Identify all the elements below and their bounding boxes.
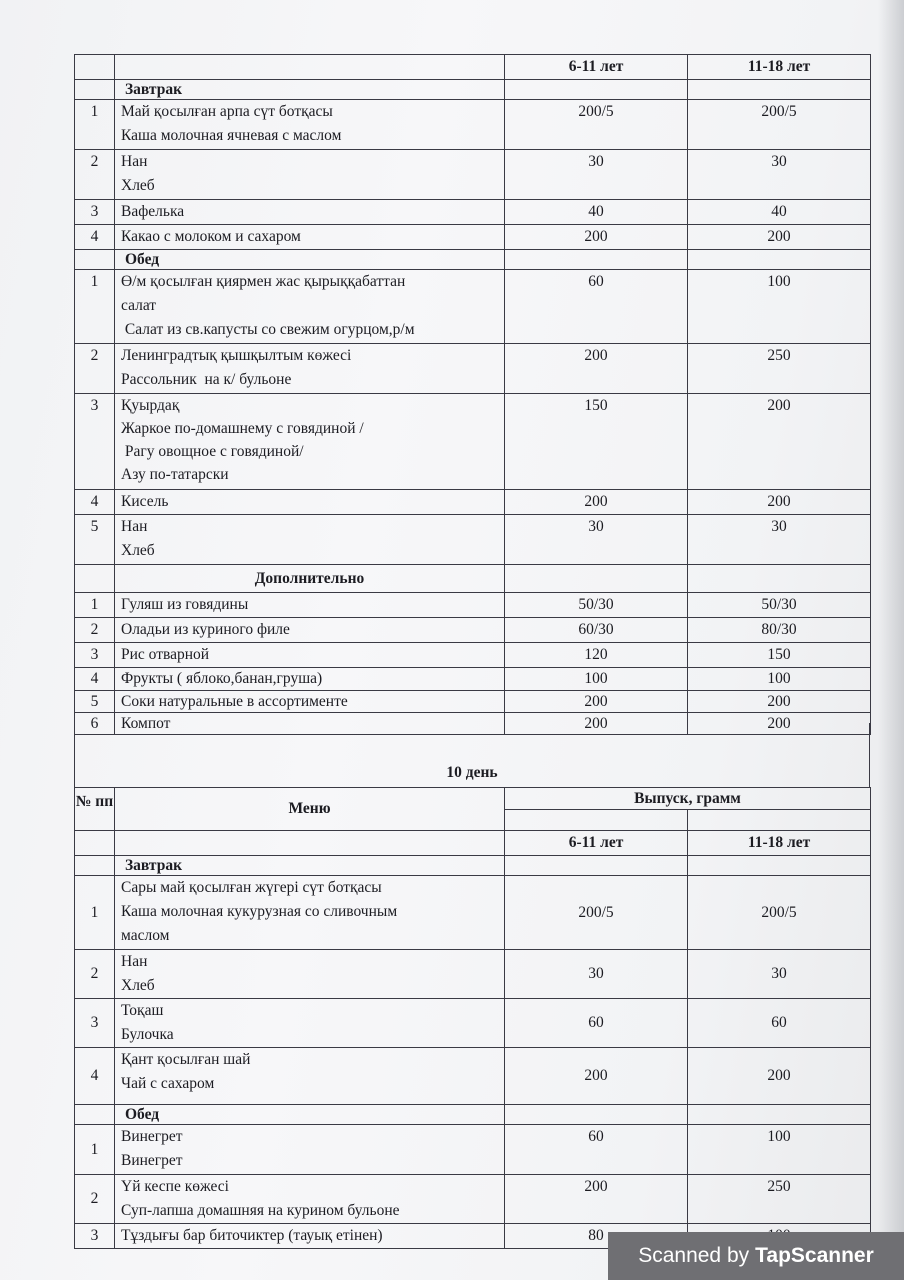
table-row: 3 Қуырдақ Жаркое по-домашнему с говядиной / Рагу овощное с говядиной/ Азу по-татарски 150 200 — [75, 394, 871, 490]
table-row: 2 Нан Хлеб 30 30 — [75, 950, 871, 999]
table-row: 1 Ө/м қосылған қиярмен жас қырыққабаттан салат Салат из св.капусты со свежим огурцом,р/м 60 100 — [75, 270, 871, 344]
table-row: 5 Соки натуральные в ассортименте 200 200 — [75, 691, 871, 713]
table-row: 3 Рис отварной 120 150 — [75, 643, 871, 668]
output-grams-header: Выпуск, грамм — [505, 788, 871, 810]
table-row: 1 Гуляш из говядины 50/30 50/30 — [75, 593, 871, 618]
table-row: 6 Компот 200 200 — [75, 713, 871, 735]
table-row: 1 Винегрет Винегрет 60 100 — [75, 1125, 871, 1175]
age-group-6-11-header: 6-11 лет — [505, 55, 688, 80]
table-row: 3 Вафелька 40 40 — [75, 200, 871, 225]
breakfast-section-label: Завтрак — [115, 856, 505, 876]
extra-section-label: Дополнительно — [115, 565, 505, 593]
row-number-header: № пп — [75, 788, 115, 831]
table-header-row — [75, 55, 871, 80]
lunch-section-label: Обед — [115, 1105, 505, 1125]
table-row: 3 Тұздығы бар биточиктер (тауық етінен) 80 — [75, 1224, 871, 1249]
menu-table-day9 — [74, 54, 871, 735]
menu-header: Меню — [115, 788, 505, 831]
table-row: 4 Қант қосылған шай Чай с сахаром 200 200 — [75, 1048, 871, 1105]
table-row: 1 Май қосылған арпа сүт ботқасы Каша молочная ячневая с маслом 200/5 200/5 — [75, 100, 871, 150]
table-row: 2 Ленинградтық қышқылтым көжесі Рассольник на к/ бульоне 200 250 — [75, 344, 871, 394]
table-row: 2 Оладьи из куриного филе 60/30 80/30 — [75, 618, 871, 643]
age-group-6-11-header: 6-11 лет — [505, 831, 688, 856]
table-row: 4 Фрукты ( яблоко,банан,груша) 100 100 — [75, 668, 871, 691]
day-title: 10 день — [446, 764, 498, 781]
breakfast-section-label: Завтрак — [115, 80, 505, 100]
table-row: 4 Кисель 200 200 — [75, 490, 871, 515]
menu-table-day10 — [74, 787, 871, 1249]
age-group-11-18-header: 11-18 лет — [688, 55, 871, 80]
table-row: 1 Сары май қосылған жүгері сүт ботқасы Каша молочная кукурузная со сливочным маслом 200/5 200/5 — [75, 876, 871, 950]
scanner-watermark: Scanned by TapScanner — [608, 1232, 904, 1280]
table-row: 2 Үй кеспе көжесі Суп-лапша домашняя на курином бульоне 200 250 — [75, 1175, 871, 1224]
table-header-row — [75, 788, 871, 810]
age-group-11-18-header: 11-18 лет — [688, 831, 871, 856]
table-row: 4 Какао с молоком и сахаром 200 200 — [75, 225, 871, 250]
table-row: 5 Нан Хлеб 30 30 — [75, 515, 871, 565]
lunch-section-label: Обед — [115, 250, 505, 270]
table-row: 3 Тоқаш Булочка 60 60 — [75, 999, 871, 1048]
table-row: 2 Нан Хлеб 30 30 — [75, 150, 871, 200]
